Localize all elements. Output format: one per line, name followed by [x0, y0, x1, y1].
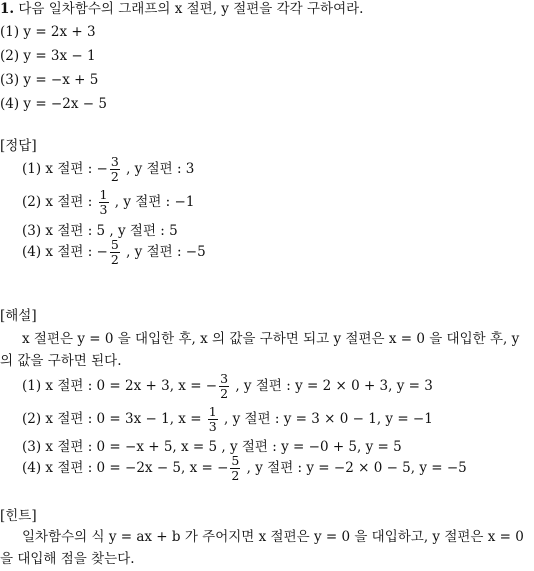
fraction-numerator: 3	[110, 154, 119, 169]
answer-row-1-pre: (1) x 절편 : −	[22, 161, 108, 177]
explanation-row-1-post: , y 절편 : y = 2 × 0 + 3, y = 3	[231, 378, 433, 394]
fraction-numerator: 5	[110, 237, 119, 252]
hint-heading: [힌트]	[0, 508, 37, 524]
explanation-row-1-fraction	[219, 372, 229, 401]
explanation-row-2-fraction	[208, 405, 218, 434]
answer-row-2	[22, 188, 194, 217]
answer-heading: [정답]	[0, 138, 37, 154]
problem-statement	[0, 0, 363, 18]
fraction-denominator: 2	[220, 386, 229, 401]
explanation-heading: [해설]	[0, 308, 37, 324]
answer-row-1	[22, 155, 194, 184]
fraction-denominator: 2	[231, 468, 240, 483]
fraction-numerator: 1	[99, 187, 108, 202]
answer-row-1-fraction	[110, 155, 120, 184]
explanation-row-4-pre: (4) x 절편 : 0 = −2x − 5, x = −	[22, 460, 229, 476]
answer-row-4-pre: (4) x 절편 : −	[22, 244, 108, 260]
explanation-row-4-fraction	[230, 454, 240, 483]
fraction-denominator: 3	[99, 202, 108, 217]
answer-row-4	[22, 238, 206, 267]
fraction-denominator: 3	[208, 419, 217, 434]
explanation-row-1	[22, 372, 433, 401]
problem-text: 다음 일차함수의 그래프의 x 절편, y 절편을 각각 구하여라.	[18, 1, 364, 17]
fraction-numerator: 1	[208, 404, 217, 419]
fraction-numerator: 3	[220, 371, 229, 386]
explanation-row-4-post: , y 절편 : y = −2 × 0 − 5, y = −5	[242, 460, 467, 476]
answer-row-4-fraction	[110, 238, 120, 267]
answer-row-3: (3) x 절편 : 5 , y 절편 : 5	[22, 223, 178, 239]
explanation-row-2-pre: (2) x 절편 : 0 = 3x − 1, x =	[22, 411, 206, 427]
fraction-numerator: 5	[231, 453, 240, 468]
explanation-row-4	[22, 454, 467, 483]
hint-text: 일차함수의 식 y = ax + b 가 주어지면 x 절편은 y = 0 을 대입하고, y 절편은 x = 0 을 대입해 점을 찾는다.	[0, 529, 524, 567]
problem-item-3: (3) y = −x + 5	[0, 72, 99, 88]
fraction-denominator: 2	[110, 252, 119, 267]
problem-number: 1.	[0, 1, 15, 17]
explanation-intro: x 절편은 y = 0 을 대입한 후, x 의 값을 구하면 되고 y 절편은 x = 0 을 대입한 후, y 의 값을 구하면 된다.	[0, 331, 520, 369]
problem-item-2: (2) y = 3x − 1	[0, 48, 96, 64]
explanation-row-2-post: , y 절편 : y = 3 × 0 − 1, y = −1	[219, 411, 433, 427]
answer-row-2-fraction	[99, 188, 109, 217]
problem-item-1: (1) y = 2x + 3	[0, 24, 96, 40]
explanation-row-1-pre: (1) x 절편 : 0 = 2x + 3, x = −	[22, 378, 218, 394]
answer-row-1-post: , y 절편 : 3	[121, 161, 195, 177]
explanation-row-3: (3) x 절편 : 0 = −x + 5, x = 5 , y 절편 : y = −0 + 5, y = 5	[22, 439, 402, 455]
answer-row-2-post: , y 절편 : −1	[110, 194, 195, 210]
answer-row-2-pre: (2) x 절편 :	[22, 194, 97, 210]
fraction-denominator: 2	[110, 169, 119, 184]
answer-row-4-post: , y 절편 : −5	[121, 244, 206, 260]
explanation-row-2	[22, 405, 433, 434]
problem-item-4: (4) y = −2x − 5	[0, 96, 107, 112]
